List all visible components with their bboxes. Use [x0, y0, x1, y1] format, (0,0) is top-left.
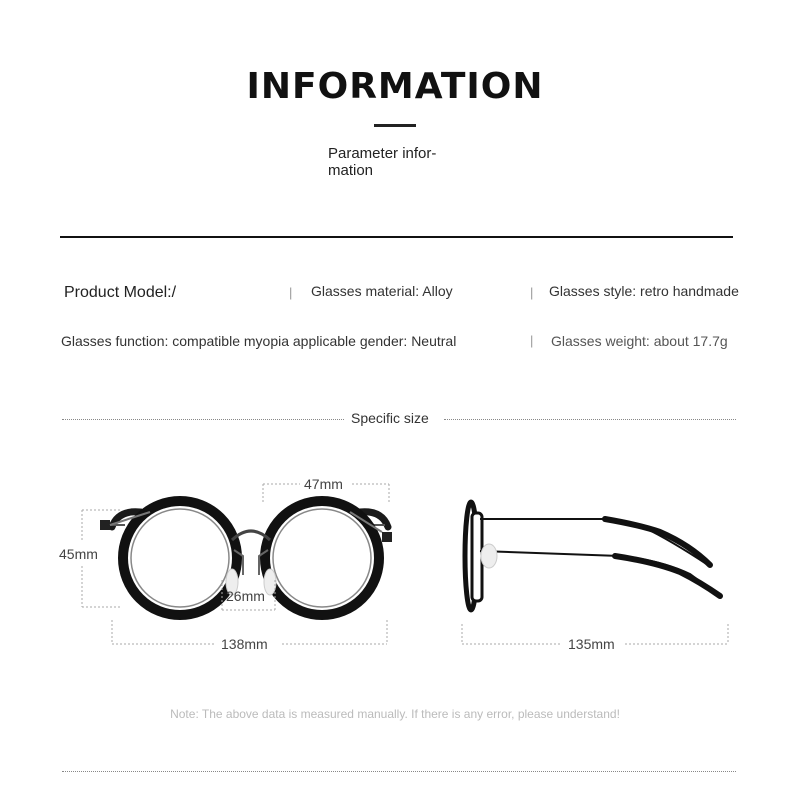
page-title: INFORMATION — [246, 66, 544, 107]
param-material: Glasses material: Alloy — [311, 283, 453, 299]
dimension-temple-length: 135mm — [568, 636, 615, 652]
glasses-side-view — [465, 502, 720, 610]
footer-divider — [62, 771, 736, 772]
param-separator: | — [289, 285, 293, 300]
right-hinge — [382, 532, 392, 542]
param-style: Glasses style: retro handmade — [549, 283, 739, 299]
subtitle-line-1: Parameter infor- — [328, 145, 437, 162]
dimension-lens-width: 47mm — [304, 476, 343, 492]
dimension-frame-width: 138mm — [221, 636, 268, 652]
param-separator: | — [530, 285, 534, 300]
param-function: Glasses function: compatible myopia applicable gender: Neutral — [61, 333, 457, 349]
dimension-bridge: 26mm — [226, 588, 265, 604]
right-lens-rim — [265, 501, 379, 615]
side-nose-pad — [481, 544, 497, 568]
subtitle-line-2: mation — [328, 162, 374, 179]
section-title: Specific size — [351, 410, 429, 426]
param-separator: | — [530, 333, 534, 348]
dimension-lens-height: 45mm — [59, 546, 98, 562]
right-nose-pad — [264, 569, 276, 595]
measurement-note: Note: The above data is measured manually. If there is any error, please understand! — [170, 707, 620, 721]
param-product-model: Product Model:/ — [64, 284, 177, 301]
left-lens-rim — [123, 501, 237, 615]
param-weight: Glasses weight: about 17.7g — [551, 333, 728, 349]
left-hinge — [100, 520, 110, 530]
